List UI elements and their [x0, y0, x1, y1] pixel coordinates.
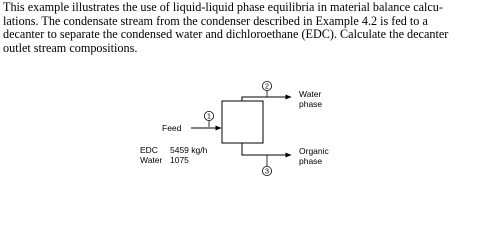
organic-phase-label-line2: phase [299, 156, 323, 166]
feed-edc-value: 5459 kg/h [170, 145, 208, 155]
feed-water-label: Water [140, 155, 163, 165]
organic-phase-stream-arrow [242, 143, 291, 155]
paragraph-line: outlet stream compositions. [3, 40, 138, 55]
paragraph-line: decanter to separate the condensed water and dichloroethane (EDC). Calculate the decanter [3, 27, 449, 42]
stream-3-number: 3 [264, 166, 270, 176]
organic-phase-label-line1: Organic [299, 146, 329, 156]
feed-edc-label: EDC [140, 145, 158, 155]
water-phase-stream-arrow [242, 97, 291, 101]
stream-2-number: 2 [264, 81, 270, 91]
water-phase-label-line2: phase [299, 99, 323, 109]
paragraph-line: lations. The condensate stream from the condenser described in Example 4.2 is fed to a [3, 13, 428, 28]
feed-water-value: 1075 [170, 155, 189, 165]
decanter-vessel [222, 101, 263, 143]
water-phase-label-line1: Water [299, 89, 322, 99]
paragraph-line: This example illustrates the use of liquid-liquid phase equilibria in material balance calcu- [3, 0, 443, 14]
stream-1-number: 1 [206, 111, 212, 121]
feed-label: Feed [162, 123, 182, 133]
